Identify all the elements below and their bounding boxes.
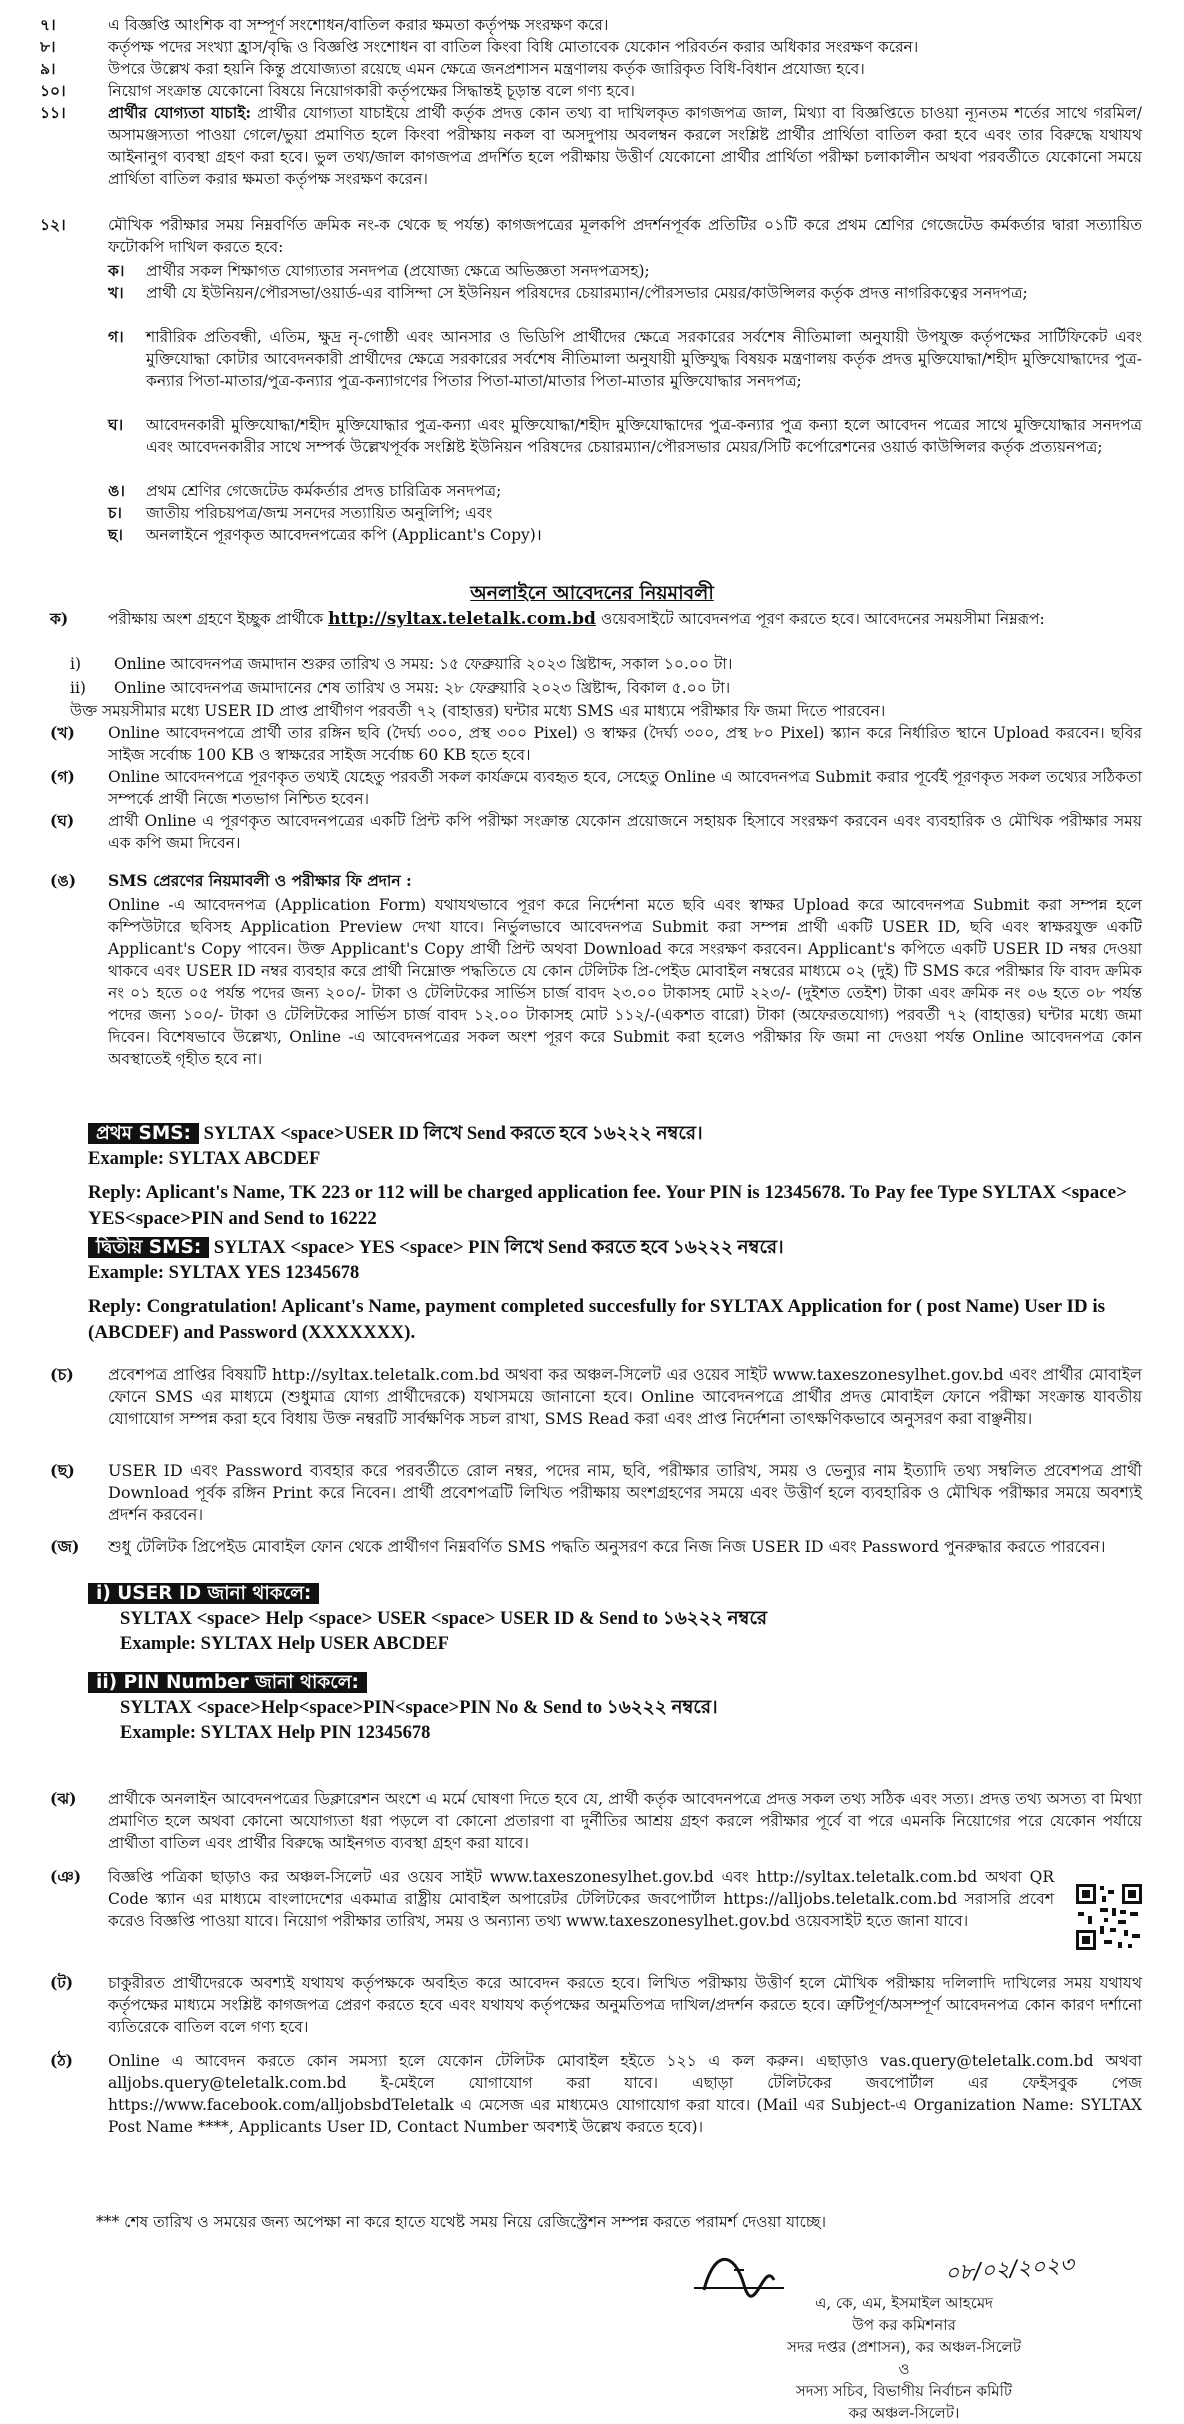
rule-item: ৯। উপরে উল্লেখ করা হয়নি কিন্তু প্রযোজ্যতা রয়েছে এমন ক্ষেত্রে জনপ্রশাসন মন্ত্রণালয় কর্তৃক জারিকৃত বিধি-বিধান প্রযোজ্য হবে। bbox=[40, 59, 865, 78]
doc-item: ক। প্রার্থীর সকল শিক্ষাগত যোগ্যতার সনদপত্র (প্রযোজ্য ক্ষেত্রে অভিজ্ঞতা সনদপত্রসহ); bbox=[108, 261, 650, 280]
rule-item: ৭। এ বিজ্ঞপ্তি আংশিক বা সম্পূর্ণ সংশোধন/বাতিল করার ক্ষমতা কর্তৃপক্ষ সংরক্ষণ করে। bbox=[40, 15, 609, 34]
rule-text: প্রার্থীর যোগ্যতা যাচাইয়ে প্রার্থী কর্তৃক প্রদত্ত কোন তথ্য বা দাখিলকৃত কাগজপত্র জাল, মিথ্যা বা বিজ্ঞপ্তিতে চাওয়া ন্যূনতম শর্তের সাথে গরমিল/অসামঞ্জস্যতা পাওয়া গেলে/ভুয়া প্রমাণিত হলে কিংবা পরীক্ষায় নকল বা অসদুপায় অবলম্বন করলে সংশ্লিষ্ট প্রার্থীর প্রার্থিতা বাতিল করা হবে এবং তার বিরুদ্ধে যথাযথ আইনানুগ ব্যবস্থা গ্রহণ করা হবে। ভুল তথ্য/জাল কাগজপত্র প্রদর্শিত হলে পরীক্ষায় উত্তীর্ণ যেকোনো প্রার্থীর প্রার্থিতা পরীক্ষা চলাকালীন অথবা পরবর্তীতে যেকোনো সময়ে প্রার্থিতা বাতিল করার ক্ষমতা কর্তৃপক্ষ সংরক্ষণ করেন। bbox=[108, 104, 1142, 188]
second-sms-label: দ্বিতীয় SMS: bbox=[88, 1237, 209, 1258]
more-item: (চ) প্রবেশপত্র প্রাপ্তির বিষয়টি http://syltax.teletalk.com.bd অথবা কর অঞ্চল-সিলেট এর ওয়েব সাইট www.taxeszonesylhet.gov.bd এবং প্রার্থীর মোবাইল ফোনে SMS এর মাধ্যমে (শুধুমাত্র যোগ্য প্রার্থীদেরকে) যথাসময়ে জানানো হবে। Online আবেদনপত্রে প্রার্থীর প্রদত্ত মোবাইল ফোনে পরীক্ষা সংক্রান্ত যাবতীয় যোগাযোগ সম্পন্ন করা হবে বিধায় উক্ত নম্বরটি সার্বক্ষণিক সচল রাখা, SMS Read করা এবং প্রাপ্ত নির্দেশনা তাৎক্ষণিকভাবে অনুসরণ করা বাঞ্ছনীয়। bbox=[50, 1365, 1142, 1428]
signature-date: ০৮/০২/২০২৩ bbox=[943, 2252, 1075, 2287]
rule-item: ১১। প্রার্থীর যোগ্যতা যাচাই: প্রার্থীর যোগ্যতা যাচাইয়ে প্রার্থী কর্তৃক প্রদত্ত কোন তথ্য বা দাখিলকৃত কাগজপত্র জাল, মিথ্যা বা বিজ্ঞপ্তিতে চাওয়া ন্যূনতম শর্তের সাথে গরমিল/অসামঞ্জস্যতা পাওয়া গেলে/ভুয়া প্রমাণিত হলে কিংবা পরীক্ষায় নকল বা অসদুপায় অবলম্বন করলে সংশ্লিষ্ট প্রার্থীর প্রার্থিতা বাতিল করা হবে এবং তার বিরুদ্ধে যথাযথ আইনানুগ ব্যবস্থা গ্রহণ করা হবে। ভুল তথ্য/জাল কাগজপত্র প্রদর্শিত হলে পরীক্ষায় উত্তীর্ণ যেকোনো প্রার্থীর প্রার্থিতা পরীক্ষা চলাকালীন অথবা পরবর্তীতে যেকোনো সময়ে প্রার্থিতা বাতিল করার ক্ষমতা কর্তৃপক্ষ সংরক্ষণ করেন। bbox=[40, 103, 1142, 188]
online-item: (গ) Online আবেদনপত্রে পূরণকৃত তথ্যই যেহেতু পরবর্তী সকল কার্যক্রমে ব্যবহৃত হবে, সেহেতু Online এ আবেদনপত্র Submit করার পূর্বেই পূরণকৃত সকল তথ্যের সঠিকতা সম্পর্কে প্রার্থী নিজে শতভাগ নিশ্চিত হবেন। bbox=[50, 767, 1142, 808]
rule-item: ১০। নিয়োগ সংক্রান্ত যেকোনো বিষয়ে নিয়োগকারী কর্তৃপক্ষের সিদ্ধান্তই চূড়ান্ত বলে গণ্য হবে। bbox=[40, 81, 635, 100]
first-sms-command: প্রথম SMS: SYLTAX <space>USER ID লিখে Send করতে হবে ১৬২২২ নম্বরে। bbox=[88, 1122, 1144, 1147]
online-item-ka: ক) পরীক্ষায় অংশ গ্রহণে ইচ্ছুক প্রার্থীকে http://syltax.teletalk.com.bd ওয়েবসাইটে আবেদনপত্র পূরণ করতে হবে। আবেদনের সময়সীমা নিম্নরূপ: bbox=[50, 609, 1045, 629]
user-id-known-label: i) USER ID জানা থাকলে: bbox=[88, 1583, 319, 1604]
second-sms-example: Example: SYLTAX YES 12345678 bbox=[88, 1263, 360, 1283]
signer-title: উপ কর কমিশনার bbox=[852, 2316, 956, 2334]
user-id-command: SYLTAX <space> Help <space> USER <space> USER ID & Send to ১৬২২২ নম্বরে bbox=[120, 1609, 768, 1629]
more-item: (ছ) USER ID এবং Password ব্যবহার করে পরবর্তীতে রোল নম্বর, পদের নাম, ছবি, পরীক্ষার তারিখ, সময় ও ভেন্যুর নাম ইত্যাদি তথ্য সম্বলিত প্রবেশপত্র প্রার্থী Download পূর্বক রঙ্গিন Print করে নিবেন। প্রার্থী প্রবেশপত্রটি লিখিত পরীক্ষায় অংশগ্রহণের সময়ে এবং উত্তীর্ণ হলে ব্যবহারিক ও মৌখিক পরীক্ষার সময়ে অবশ্যই প্রদর্শন করবেন। bbox=[50, 1461, 1142, 1524]
final-item: (ঠ) Online এ আবেদন করতে কোন সমস্যা হলে যেকোন টেলিটক মোবাইল হইতে ১২১ এ কল করুন। এছাড়াও vas.query@teletalk.com.bd অথবা alljobs.query@teletalk.com.bd ই-মেইলে যোগাযোগ করা যাবে। এছাড়া টেলিটকের জবপোর্টাল এর ফেইসবুক পেজ https://www.facebook.com/alljobsbdTeletalk এ মেসেজ এর মাধ্যমেও যোগাযোগ করা যাবে। (Mail এর Subject-এ Organization Name: SYLTAX Post Name ****, Applicants User ID, Contact Number অবশ্যই উল্লেখ করতে হবে)। bbox=[50, 2051, 1142, 2136]
rule-item: ৮। কর্তৃপক্ষ পদের সংখ্যা হ্রাস/বৃদ্ধি ও বিজ্ঞপ্তি সংশোধন বা বাতিল কিংবা বিধি মোতাবেক যেকোন পরিবর্তন করার অধিকার সংরক্ষণ করেন। bbox=[40, 37, 919, 56]
doc-item: ছ। অনলাইনে পূরণকৃত আবেদনপত্রের কপি (Applicant's Copy)। bbox=[108, 525, 542, 544]
doc-item: ঘ। আবেদনকারী মুক্তিযোদ্ধা/শহীদ মুক্তিযোদ্ধার পুত্র-কন্যা এবং মুক্তিযোদ্ধা/শহীদ মুক্তিযোদ্ধাদের পুত্র-কন্যার পুত্র কন্যা হলে আবেদন পত্রের সাথে মুক্তিযোদ্ধার সনদপত্র এবং আবেদনকারীর সাথে সম্পর্ক উল্লেখপূর্বক সংশ্লিষ্ট ইউনিয়ন পরিষদের চেয়ারম্যান/পৌরসভার মেয়র/সিটি কর্পোরেশনের ওয়ার্ড কাউন্সিলর কর্তৃক প্রত্যয়নপত্র; bbox=[108, 415, 1142, 456]
online-item: (ঘ) প্রার্থী Online এ পূরণকৃত আবেদনপত্রের একটি প্রিন্ট কপি পরীক্ষা সংক্রান্ত যেকোন প্রয়োজনে সহায়ক হিসাবে সংরক্ষণ করবেন এবং ব্যবহারিক ও মৌখিক পরীক্ষার সময় এক কপি জমা দিবেন। bbox=[50, 811, 1142, 852]
signature-scribble bbox=[674, 2240, 974, 2300]
pin-command: SYLTAX <space>Help<space>PIN<space>PIN No & Send to ১৬২২২ নম্বরে। bbox=[120, 1698, 718, 1718]
timeline-note: উক্ত সময়সীমার মধ্যে USER ID প্রাপ্ত প্রার্থীগণ পরবর্তী ৭২ (বাহাত্তর) ঘন্টার মধ্যে SMS এর মাধ্যমে পরীক্ষার ফি জমা দিতে পারবেন। bbox=[70, 702, 886, 720]
first-sms-example: Example: SYLTAX ABCDEF bbox=[88, 1149, 321, 1169]
signer-and: ও bbox=[898, 2360, 910, 2378]
closing-note: *** শেষ তারিখ ও সময়ের জন্য অপেক্ষা না করে হাতে যথেষ্ট সময় নিয়ে রেজিস্ট্রেশন সম্পন্ন করতে পরামর্শ দেওয়া যাচ্ছে। bbox=[96, 2213, 826, 2231]
timeline-item: i) Online আবেদনপত্র জমাদান শুরুর তারিখ ও সময়: ১৫ ফেব্রুয়ারি ২০২৩ খ্রিষ্টাব্দ, সকাল ১০.০০ টা। bbox=[70, 655, 733, 673]
first-sms-label: প্রথম SMS: bbox=[88, 1123, 199, 1144]
timeline-item: ii) Online আবেদনপত্র জমাদানের শেষ তারিখ ও সময়: ২৮ ফেব্রুয়ারি ২০২৩ খ্রিষ্টাব্দ, বিকাল ৫.০০ টা। bbox=[70, 679, 731, 697]
final-item: (ঞ) বিজ্ঞপ্তি পত্রিকা ছাড়াও কর অঞ্চল-সিলেট এর ওয়েব সাইট www.taxeszonesylhet.gov.bd এবং http://syltax.teletalk.com.bd অথবা QR Code স্ক্যান এর মাধ্যমে বাংলাদেশের একমাত্র রাষ্ট্রীয় মোবাইল অপারেটর টেলিটকের জবপোর্টাল https://alljobs.teletalk.com.bd সরাসরি প্রবেশ করেও বিজ্ঞপ্তি পাওয়া যাবে। নিয়োগ পরীক্ষার তারিখ, সময় ও অন্যান্য তথ্য www.taxeszonesylhet.gov.bd ওয়েবসাইট হতে জানা যাবে। bbox=[50, 1867, 1054, 1930]
online-title: অনলাইনে আবেদনের নিয়মাবলী bbox=[470, 582, 714, 604]
sms-section bbox=[0, 870, 1184, 1360]
doc-item: গ। শারীরিক প্রতিবন্ধী, এতিম, ক্ষুদ্র নৃ-গোষ্ঠী এবং আনসার ও ভিডিপি প্রার্থীদের ক্ষেত্রে সরকারের সর্বশেষ নীতিমালা অনুযায়ী উপযুক্ত কর্তৃপক্ষের সার্টিফিকেট এবং মুক্তিযোদ্ধা কোটার আবেদনকারী প্রার্থীদের ক্ষেত্রে সরকারের সর্বশেষ নীতিমালা অনুযায়ী মুক্তিযুদ্ধ বিষয়ক মন্ত্রণালয় কর্তৃক প্রদত্ত মুক্তিযোদ্ধা/শহীদ মুক্তিযোদ্ধাদের পুত্র-কন্যার পিতা-মাতার/পুত্র-কন্যার পুত্র-কন্যাগণের পিতার পিতা-মাতা/মাতার পিতা-মাতার মুক্তিযোদ্ধার সনদপত্র; bbox=[108, 327, 1142, 390]
doc-item: খ। প্রার্থী যে ইউনিয়ন/পৌরসভা/ওয়ার্ড-এর বাসিন্দা সে ইউনিয়ন পরিষদের চেয়ারম্যান/পৌরসভার মেয়র/কাউন্সিলর কর্তৃক প্রদত্ত নাগরিকত্বের সনদপত্র; bbox=[108, 283, 1028, 302]
doc-item: ঙ। প্রথম শ্রেণির গেজেটেড কর্মকর্তার প্রদত্ত চারিত্রিক সনদপত্র; bbox=[108, 481, 502, 500]
final-item: (ট) চাকুরীরত প্রার্থীদেরকে অবশ্যই যথাযথ কর্তৃপক্ষকে অবহিত করে আবেদন করতে হবে। লিখিত পরীক্ষায় উত্তীর্ণ হলে মৌখিক পরীক্ষায় দলিলাদি দাখিলের সময় যথাযথ কর্তৃপক্ষের মাধ্যমে সংশ্লিষ্ট কাগজপত্র প্রেরণ করতে হবে এবং যথাযথ কর্তৃপক্ষের অনুমতিপত্র দাখিল/প্রদর্শন করতে হবে। ত্রুটিপূর্ণ/অসম্পূর্ণ আবেদনপত্র কোন কারণ দর্শানো ব্যতিরেকে বাতিল বলে গণ্য হবে। bbox=[50, 1973, 1142, 2036]
signature-block bbox=[684, 2292, 1124, 2424]
pin-known bbox=[88, 1671, 1144, 1696]
sms-heading-row: (ঙ) SMS প্রেরণের নিয়মাবলী ও পরীক্ষার ফি প্রদান : bbox=[0, 870, 1184, 894]
sms-heading: SMS প্রেরণের নিয়মাবলী ও পরীক্ষার ফি প্রদান : bbox=[108, 871, 412, 890]
pin-example: Example: SYLTAX Help PIN 12345678 bbox=[120, 1723, 431, 1743]
rule-item: ১২। মৌখিক পরীক্ষার সময় নিম্নবর্ণিত ক্রমিক নং-ক থেকে ছ পর্যন্ত) কাগজপত্রের মূলকপি প্রদর্শনপূর্বক প্রতিটির ০১টি করে প্রথম শ্রেণির গেজেটেড কর্মকর্তার দ্বারা সত্যায়িত ফটোকপি দাখিল করতে হবে: bbox=[40, 215, 1142, 256]
final-item: (ঝ) প্রার্থীকে অনলাইন আবেদনপত্রের ডিক্লারেশন অংশে এ মর্মে ঘোষণা দিতে হবে যে, প্রার্থী কর্তৃক আবেদনপত্রে প্রদত্ত সকল তথ্য সঠিক এবং সত্য। প্রদত্ত তথ্য অসত্য বা মিথ্যা প্রমাণিত হলে অথবা কোনো অযোগ্যতা ধরা পড়লে বা কোনো প্রতারণা বা দুর্নীতির আশ্রয় গ্রহণ করলে পরীক্ষার পূর্বে বা পরে এমনকি নিয়োগের পরে যেকোন পর্যায়ে প্রার্থীতা বাতিল এবং প্রার্থীর বিরুদ্ধে আইনগত ব্যবস্থা গ্রহণ করা যাবে। bbox=[50, 1789, 1142, 1852]
rules-section bbox=[0, 14, 1184, 564]
pin-known-label: ii) PIN Number জানা থাকলে: bbox=[88, 1672, 367, 1693]
signer-office: সদর দপ্তর (প্রশাসন), কর অঞ্চল-সিলেট bbox=[787, 2338, 1021, 2356]
sms-body: Online -এ আবেদনপত্র (Application Form) যথাযথভাবে পূরণ করে নির্দেশনা মতে ছবি এবং স্বাক্ষর Upload করে আবেদনপত্র Submit করা সম্পন্ন হলে কম্পিউটারে ছবিসহ Application Preview দেখা যাবে। নির্ভুলভাবে আবেদনপত্র Submit করা সম্পন্ন প্রার্থী একটি USER ID, ছবি এবং স্বাক্ষরযুক্ত একটি Applicant's Copy পাবেন। উক্ত Applicant's Copy প্রার্থী প্রিন্ট অথবা Download করে সংরক্ষণ করবেন। Applicant's কপিতে একটি USER ID নম্বর দেওয়া থাকবে এবং USER ID নম্বর ব্যবহার করে প্রার্থী নিম্নোক্ত পদ্ধতিতে যে কোন টেলিটক প্রি-পেইড মোবাইল নম্বরের মাধ্যমে ০২ (দুই) টি SMS করে পরীক্ষার ফি বাবদ ক্রমিক নং ০১ হতে ০৫ পর্যন্ত পদের জন্য ২০০/- টাকা ও টেলিটকের সার্ভিস চার্জ বাবদ ২৩.০০ টাকাসহ মোট ২২৩/- (দুইশত তেইশ) টাকা এবং ক্রমিক নং ০৬ হতে ০৮ পর্যন্ত পদের জন্য ১০০/- টাকা ও টেলিটকের সার্ভিস চার্জ বাবদ ১২.০০ টাকাসহ মোট ১১২/-(একশত বারো) টাকা (অফেরতযোগ্য) পরবর্তী ৭২ (বাহাত্তর) ঘন্টার মধ্যে জমা দিবেন। বিশেষভাবে উল্লেখ্য, Online -এ আবেদনপত্রের সকল অংশ পূরণ করে Submit করা হলেও পরীক্ষার ফি জমা না দেওয়া পর্যন্ত Online আবেদনপত্র কোন অবস্থাতেই গৃহীত হবে না। bbox=[108, 896, 1142, 1068]
signer-zone: কর অঞ্চল-সিলেট। bbox=[848, 2404, 960, 2422]
signer-name: এ, কে, এম, ইসমাইল আহমেদ bbox=[814, 2294, 994, 2312]
more-item: (জ) শুধু টেলিটক প্রিপেইড মোবাইল ফোন থেকে প্রার্থীগণ নিম্নবর্ণিত SMS পদ্ধতি অনুসরণ করে নিজ নিজ USER ID এবং Password পুনরুদ্ধার করতে পারবেন। bbox=[50, 1537, 1106, 1556]
admit-section bbox=[0, 1364, 1184, 1784]
second-sms-command: দ্বিতীয় SMS: SYLTAX <space> YES <space> PIN লিখে Send করতে হবে ১৬২২২ নম্বরে। bbox=[88, 1236, 1144, 1261]
final-section bbox=[0, 1788, 1184, 2208]
online-item: (খ) Online আবেদনপত্রে প্রার্থী তার রঙ্গিন ছবি (দৈর্ঘ্য ৩০০, প্রস্থ ৩০০ Pixel) ও স্বাক্ষর (দৈর্ঘ্য ৩০০, প্রস্থ ৮০ Pixel) স্ক্যান করে নির্ধারিত স্থানে Upload করবেন। ছবির সাইজ সর্বোচ্চ 100 KB ও স্বাক্ষরের সাইজ সর্বোচ্চ 60 KB হতে হবে। bbox=[50, 723, 1142, 764]
qr-code[interactable] bbox=[1074, 1882, 1144, 1952]
doc-item: চ। জাতীয় পরিচয়পত্র/জন্ম সনদের সত্যায়িত অনুলিপি; এবং bbox=[108, 503, 493, 522]
signer-role: সদস্য সচিব, বিভাগীয় নির্বাচন কমিটি bbox=[795, 2382, 1013, 2400]
first-sms-reply: Reply: Aplicant's Name, TK 223 or 112 will be charged application fee. Your PIN is 12345678. To Pay fee Type SYLTAX <space> YES<space>PIN and Send to 16222 bbox=[88, 1182, 1127, 1229]
online-section bbox=[0, 578, 1184, 868]
rule-lead: প্রার্থীর যোগ্যতা যাচাই: bbox=[108, 103, 252, 122]
user-id-known bbox=[88, 1582, 1144, 1607]
website-link[interactable]: http://syltax.teletalk.com.bd bbox=[328, 609, 596, 629]
second-sms-reply: Reply: Congratulation! Aplicant's Name, payment completed succesfully for SYLTAX Application for ( post Name) User ID is (ABCDEF) and Password (XXXXXXX). bbox=[88, 1296, 1106, 1343]
user-id-example: Example: SYLTAX Help USER ABCDEF bbox=[120, 1634, 449, 1654]
